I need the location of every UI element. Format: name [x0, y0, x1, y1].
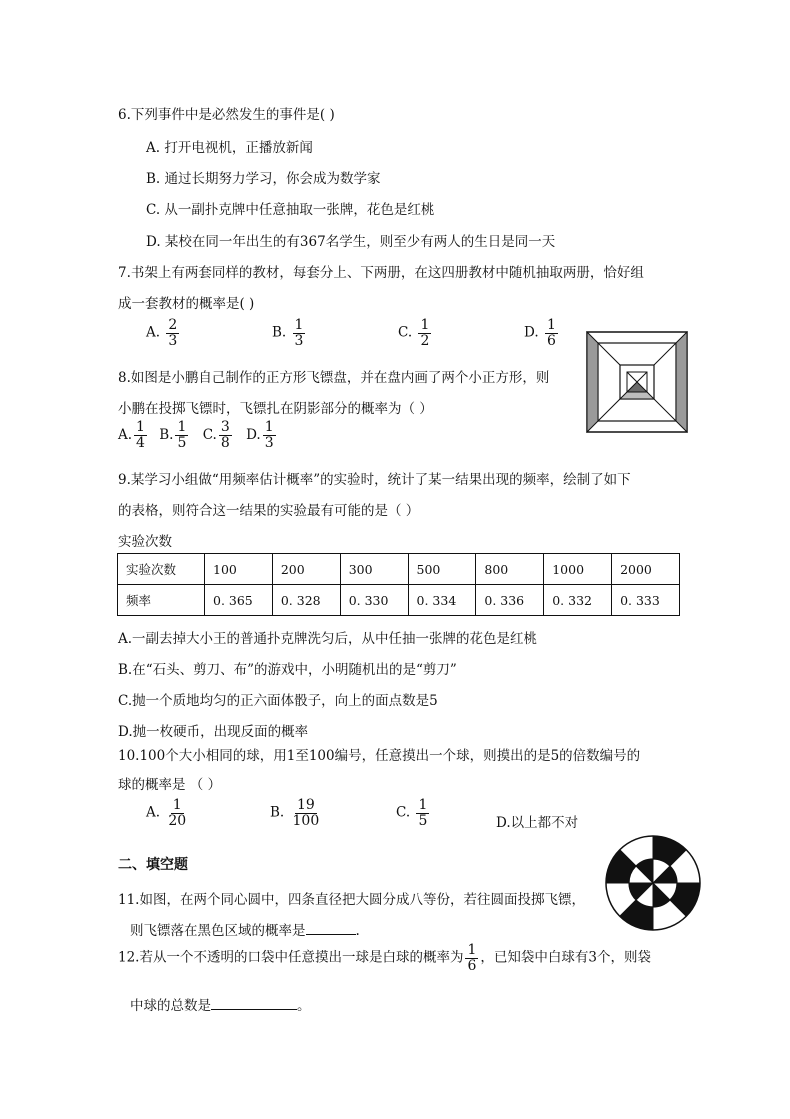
q6-option-a: A. 打开电视机，正播放新闻 [146, 140, 313, 156]
fraction: $\frac{1}{3}$ [294, 317, 304, 349]
q11-stem-line1: 11.如图，在两个同心圆中，四条直径把大圆分成八等份，若往圆面投掷飞镖， [118, 892, 585, 908]
q8-option-a: A. $\frac{1}{4}$ [118, 419, 145, 451]
table-cell: 1000 [544, 554, 612, 585]
circle-dartboard-figure [604, 834, 702, 932]
answer-blank [306, 934, 356, 935]
table-cell: 0. 336 [476, 585, 544, 616]
fraction: $\frac{1}{6}$ [546, 317, 556, 349]
q9-option-d: D.抛一枚硬币，出现反面的概率 [118, 724, 309, 740]
q9-option-c: C.抛一个质地均匀的正六面体骰子，向上的面点数是5 [118, 693, 438, 709]
table-cell: 100 [205, 554, 273, 585]
table-row [118, 554, 680, 585]
q10-stem-line1: 10.100个大小相同的球，用1至100编号，任意摸出一个球，则摸出的是5的倍数编号的 [118, 748, 641, 764]
q12-stem-line2: 中球的总数是 。 [130, 998, 311, 1014]
fraction: $\frac{1}{6}$ [467, 942, 477, 974]
q7-option-a: A. $\frac{2}{3}$ [146, 317, 178, 349]
q9-stem-line2: 的表格，则符合这一结果的实验最有可能的是（ ） [118, 503, 420, 519]
q9-stem-line1: 9.某学习小组做“用频率估计概率”的实验时，统计了某一结果出现的频率，绘制了如下 [118, 472, 631, 488]
q10-option-b: B. $\frac{19}{100}$ [270, 797, 320, 829]
q7-option-c: C. $\frac{1}{2}$ [398, 317, 430, 349]
table-row [118, 585, 680, 616]
q12-stem-line1: 12.若从一个不透明的口袋中任意摸出一球是白球的概率为 $\frac{1}{6}$ ，已知袋中白球有3个，则袋 [118, 942, 651, 974]
table-cell: 0. 334 [408, 585, 476, 616]
fraction: $\frac{1}{2}$ [420, 317, 430, 349]
q6-option-c: C. 从一副扑克牌中任意抽取一张牌，花色是红桃 [146, 202, 435, 218]
q7-stem-line1: 7.书架上有两套同样的教材，每套分上、下两册，在这四册教材中随机抽取两册，恰好组 [118, 265, 644, 281]
q6-option-b: B. 通过长期努力学习，你会成为数学家 [146, 171, 381, 187]
q9-option-b: B.在“石头、剪刀、布”的游戏中，小明随机出的是“剪刀” [118, 662, 457, 678]
table-cell: 2000 [612, 554, 680, 585]
q7-stem-line2: 成一套教材的概率是( ) [118, 296, 255, 312]
q8-stem-line2: 小鹏在投掷飞镖时，飞镖扎在阴影部分的概率为（ ） [118, 401, 433, 417]
q8-stem-line1: 8.如图是小鹏自己制作的正方形飞镖盘，并在盘内画了两个小正方形，则 [118, 370, 550, 386]
q6-stem: 6.下列事件中是必然发生的事件是( ) [118, 107, 335, 123]
q8-option-d: D. $\frac{1}{3}$ [246, 419, 274, 451]
q9-option-a: A.一副去掉大小王的普通扑克牌洗匀后，从中任抽一张牌的花色是红桃 [118, 631, 538, 647]
q8-options [118, 420, 278, 450]
table-cell: 0. 330 [340, 585, 408, 616]
table-cell: 500 [408, 554, 476, 585]
answer-blank [211, 1009, 297, 1010]
square-dartboard-figure [586, 331, 688, 433]
q10-stem-line2: 球的概率是 （ ） [118, 777, 222, 793]
q10-option-d: D.以上都不对 [496, 815, 579, 831]
fraction: $\frac{2}{3}$ [168, 317, 178, 349]
q9-table-caption: 实验次数 [118, 534, 172, 550]
q6-option-d: D. 某校在同一年出生的有367名学生，则至少有两人的生日是同一天 [146, 234, 556, 250]
frequency-table [117, 553, 680, 616]
table-cell: 0. 328 [272, 585, 340, 616]
q7-option-b: B. $\frac{1}{3}$ [272, 317, 304, 349]
q7-option-d: D. $\frac{1}{6}$ [524, 317, 556, 349]
q8-option-b: B. $\frac{1}{5}$ [159, 419, 187, 451]
section-title: 二、填空题 [118, 857, 188, 873]
q11-stem-line2: 则飞镖落在黑色区域的概率是 . [130, 923, 360, 939]
q8-option-c: C. $\frac{3}{8}$ [202, 419, 230, 451]
table-header-cell: 实验次数 [118, 554, 205, 585]
q10-option-a: A. $\frac{1}{20}$ [146, 797, 187, 829]
table-cell: 800 [476, 554, 544, 585]
table-cell: 300 [340, 554, 408, 585]
table-cell: 200 [272, 554, 340, 585]
table-cell: 0. 333 [612, 585, 680, 616]
table-cell: 0. 365 [205, 585, 273, 616]
table-cell: 0. 332 [544, 585, 612, 616]
table-header-cell: 频率 [118, 585, 205, 616]
q10-option-c: C. $\frac{1}{5}$ [396, 797, 428, 829]
